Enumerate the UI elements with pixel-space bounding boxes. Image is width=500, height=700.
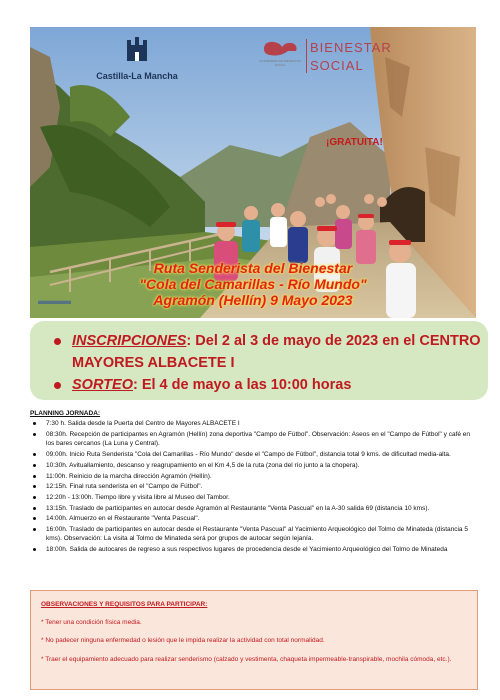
sorteo-label: SORTEO bbox=[72, 377, 133, 393]
inscripciones-text-b: MAYORES ALBACETE I bbox=[72, 355, 235, 371]
bullet-icon bbox=[33, 517, 36, 520]
bullet-icon bbox=[33, 496, 36, 499]
list-item: 16:00h. Traslado de participantes en autocar desde el Restaurante "Venta Pascual" al Yacimiento Arqueológico del Tolmo de Minateda (distancia 5 kms). Observación: La visita al Tolmo de Minateda será por grupos de autocar según lejanía. bbox=[30, 525, 480, 544]
bienestar-line1: BIENESTAR bbox=[310, 40, 392, 55]
inscripciones-line bbox=[54, 330, 488, 352]
list-item: 18:00h. Salida de autocares de regreso a sus respectivos lugares de procedencia desde el Yacimiento Arqueológico del Tolmo de Minateda bbox=[30, 545, 480, 554]
bienestar-social-logo bbox=[258, 37, 468, 77]
observations-box bbox=[30, 590, 478, 690]
list-item: 13:15h. Traslado de participantes en autocar desde Agramón al Restaurante "Venta Pascual" en la A-30 salida 69 (distancia 10 kms). bbox=[30, 504, 480, 513]
bienestar-small-text: CONSEJERÍA DE BIENESTAR SOCIAL bbox=[259, 59, 301, 67]
bienestar-line2: SOCIAL bbox=[310, 58, 364, 73]
observations-title: OBSERVACIONES Y REQUISITOS PARA PARTICIPAR: bbox=[41, 601, 208, 608]
watermark-graphic: ▬▬▬ bbox=[38, 295, 71, 307]
heart-mark-icon bbox=[258, 37, 302, 77]
bullet-icon bbox=[33, 464, 36, 467]
inscripciones-text-a: : Del 2 al 3 de mayo de 2023 en el CENTRO bbox=[186, 333, 481, 349]
inscripciones-line-2 bbox=[54, 352, 488, 374]
planning-title: PLANNING JORNADA: bbox=[30, 410, 101, 417]
bullet-icon bbox=[33, 528, 36, 531]
bullet-icon bbox=[33, 433, 36, 436]
logo-divider bbox=[306, 39, 307, 73]
route-title-line1: Ruta Senderista del Bienestar bbox=[153, 260, 353, 276]
list-item: 12:15h. Final ruta senderista en el "Campo de Fútbol". bbox=[30, 482, 480, 491]
bullet-icon bbox=[54, 338, 61, 345]
observation-item: * Tener una condición física media. bbox=[41, 619, 142, 626]
planning-list bbox=[30, 419, 480, 554]
list-item: 14:00h. Almuerzo en el Restaurante "Venta Pascual". bbox=[30, 514, 480, 523]
list-item: 09:00h. Inicio Ruta Senderista "Cola del Camarillas - Río Mundo" desde el "Campo de Fútbol", distancia total 9 kms. de dificultad media-alta. bbox=[30, 450, 480, 459]
bullet-icon bbox=[33, 507, 36, 510]
registration-box bbox=[30, 321, 488, 400]
list-item: 10:30h. Avituallamiento, descanso y reagrupamiento en el Km 4,5 de la ruta (zona del río junto a la chopera). bbox=[30, 461, 480, 470]
bullet-icon bbox=[33, 422, 36, 425]
observation-item: * Traer el equipamiento adecuado para realizar senderismo (calzado y vestimenta, chaqueta impermeable-transpirable, mochila cómoda, etc.). bbox=[41, 655, 452, 663]
route-title-line3: Agramón (Hellín) 9 Mayo 2023 bbox=[153, 292, 353, 308]
list-item: 12:20h - 13:00h. Tiempo libre y visita libre al Museo del Tambor. bbox=[30, 493, 480, 502]
inscripciones-label: INSCRIPCIONES bbox=[72, 333, 187, 349]
bullet-icon bbox=[54, 382, 61, 389]
sorteo-line bbox=[54, 374, 488, 396]
bullet-icon bbox=[33, 485, 36, 488]
bullet-icon bbox=[33, 548, 36, 551]
bullet-icon bbox=[33, 453, 36, 456]
hero-photo bbox=[30, 27, 476, 318]
sorteo-text: : El 4 de mayo a las 10:00 horas bbox=[132, 377, 352, 393]
bullet-icon bbox=[33, 475, 36, 478]
free-label: ¡GRATUITA! bbox=[326, 137, 383, 148]
route-title bbox=[30, 260, 476, 308]
list-item: 7:30 h. Salida desde la Puerta del Centro de Mayores ALBACETE I bbox=[30, 419, 480, 428]
castle-crest-icon bbox=[124, 35, 150, 63]
observation-item: * No padecer ninguna enfermedad o lesión que le impida realizar la actividad con total normalidad. bbox=[41, 637, 325, 645]
jccm-logo bbox=[92, 35, 182, 81]
route-title-line2: "Cola del Camarillas - Río Mundo" bbox=[139, 276, 367, 292]
jccm-logo-text: Castilla-La Mancha bbox=[96, 71, 178, 81]
list-item: 08:30h. Recepción de participantes en Agramón (Hellín) zona deportiva "Campo de Fútbol". Observación: Aseos en el "Campo de Fútbol" y café en los bares cercanos (La Luna y Central). bbox=[30, 430, 480, 449]
list-item: 11:00h. Reinicio de la marcha dirección Agramón (Hellín). bbox=[30, 472, 480, 481]
planning-section bbox=[30, 409, 480, 555]
